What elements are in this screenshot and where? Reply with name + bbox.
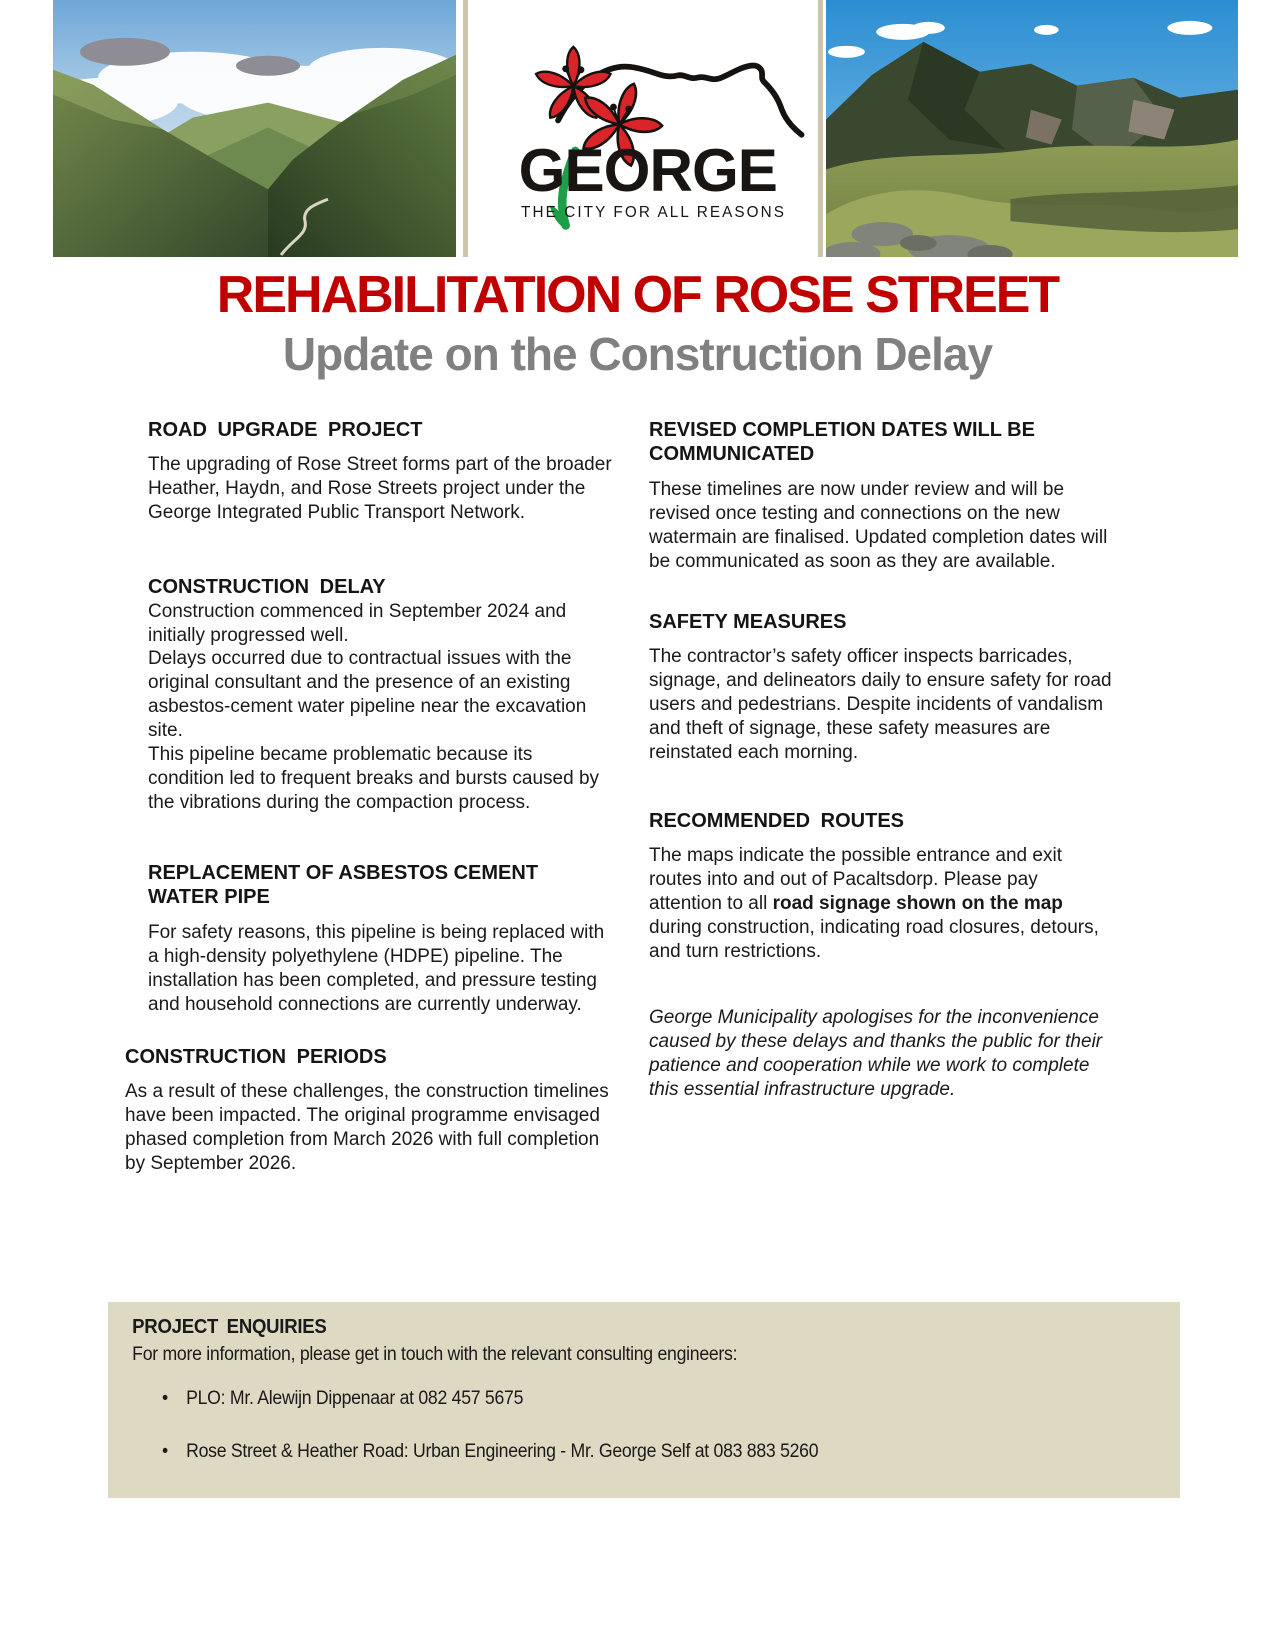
left-mountain-photo-art (53, 0, 456, 257)
enquiries-heading: PROJECT ENQUIRIES (132, 1316, 327, 1338)
section-safety-measures (649, 610, 1112, 765)
section-heading: REPLACEMENT OF ASBESTOS CEMENT WATER PIPE (148, 862, 539, 909)
section-heading: SAFETY MEASURES (649, 610, 847, 633)
section-construction-periods (125, 1045, 612, 1176)
section-paragraph: Construction commenced in September 2024 and initially progressed well. (148, 600, 567, 646)
paragraph-text: during construction, indicating road closures, detours, and turn restrictions. (649, 916, 1099, 962)
project-enquiries-content (108, 1302, 1213, 1464)
right-mountain-photo-art (826, 0, 1238, 257)
george-logo (470, 0, 818, 257)
left-column (125, 418, 612, 1176)
section-paragraph: For safety reasons, this pipeline is being replaced with a high-density polyethylene (HDPE) pipeline. The installation has been completed, and pressure testing and household connections are currently underway. (148, 921, 605, 1015)
section-paragraph: Delays occurred due to contractual issues with the original consultant and the presence of an existing asbestos-cement water pipeline near the excavation site. (148, 648, 587, 742)
section-road-upgrade-project (125, 418, 612, 525)
section-construction-delay (125, 575, 612, 815)
section-heading: CONSTRUCTION DELAY (148, 576, 386, 599)
section-heading: RECOMMENDED ROUTES (649, 809, 905, 832)
section-heading: ROAD UPGRADE PROJECT (148, 419, 423, 441)
apology-paragraph: George Municipality apologises for the inconvenience caused by these delays and thanks the public for their patience and cooperation while we work to complete this essential infrastructure upgrade. (649, 1006, 1103, 1100)
right-column (649, 418, 1112, 1101)
header-banner (0, 0, 1275, 257)
section-paragraph: These timelines are now under review and will be revised once testing and connections on the new watermain are finalised. Updated completion dates will be communicated as soon as they are available. (649, 478, 1108, 572)
right-mountain-photo (826, 0, 1238, 257)
section-paragraph (649, 844, 1112, 964)
page-title: REHABILITATION OF ROSE STREET (216, 266, 1059, 324)
logo-tagline: THE CITY FOR ALL REASONS (521, 203, 787, 221)
section-heading: REVISED COMPLETION DATES WILL BE COMMUNICATED (649, 419, 1035, 466)
header-divider-right (818, 0, 823, 257)
enquiries-intro: For more information, please get in touch with the relevant consulting engineers: (132, 1344, 738, 1365)
logo-wordmark: GEORGE (518, 136, 777, 204)
section-paragraph: This pipeline became problematic because its condition led to frequent breaks and bursts caused by the vibrations during the compaction process. (148, 744, 600, 814)
project-enquiries-box (108, 1302, 1180, 1498)
section-replacement-water-pipe (125, 861, 612, 1017)
section-recommended-routes (649, 809, 1112, 964)
paragraph-bold-text: road signage shown on the map (772, 892, 1063, 914)
section-revised-dates (649, 418, 1112, 574)
header-divider-left (463, 0, 468, 257)
enquiries-bullet-plo: • PLO: Mr. Alewijn Dippenaar at 082 457 5675 (132, 1387, 1189, 1411)
section-heading: CONSTRUCTION PERIODS (125, 1045, 387, 1068)
enquiries-bullet-urban-engineering: • Rose Street & Heather Road: Urban Engineering - Mr. George Self at 083 883 5260 (132, 1440, 1189, 1464)
section-paragraph: The upgrading of Rose Street forms part of the broader Heather, Haydn, and Rose Streets project under the George Integrated Public Transport Network. (148, 454, 612, 524)
section-paragraph: The contractor’s safety officer inspects barricades, signage, and delineators daily to ensure safety for road users and pedestrians. Despite incidents of vandalism and theft of signage, these safety measures are reinstated each morning. (649, 645, 1112, 763)
george-logo-art (474, 13, 814, 245)
paragraph-text: The maps indicate the possible entrance and exit routes into and out of Pacaltsdorp. Please pay attention to all (649, 845, 1062, 914)
section-paragraph: As a result of these challenges, the construction timelines have been impacted. The original programme envisaged phased completion from March 2026 with full completion by September 2026. (125, 1080, 609, 1174)
page-subtitle: Update on the Construction Delay (282, 328, 993, 380)
left-mountain-photo (53, 0, 456, 257)
